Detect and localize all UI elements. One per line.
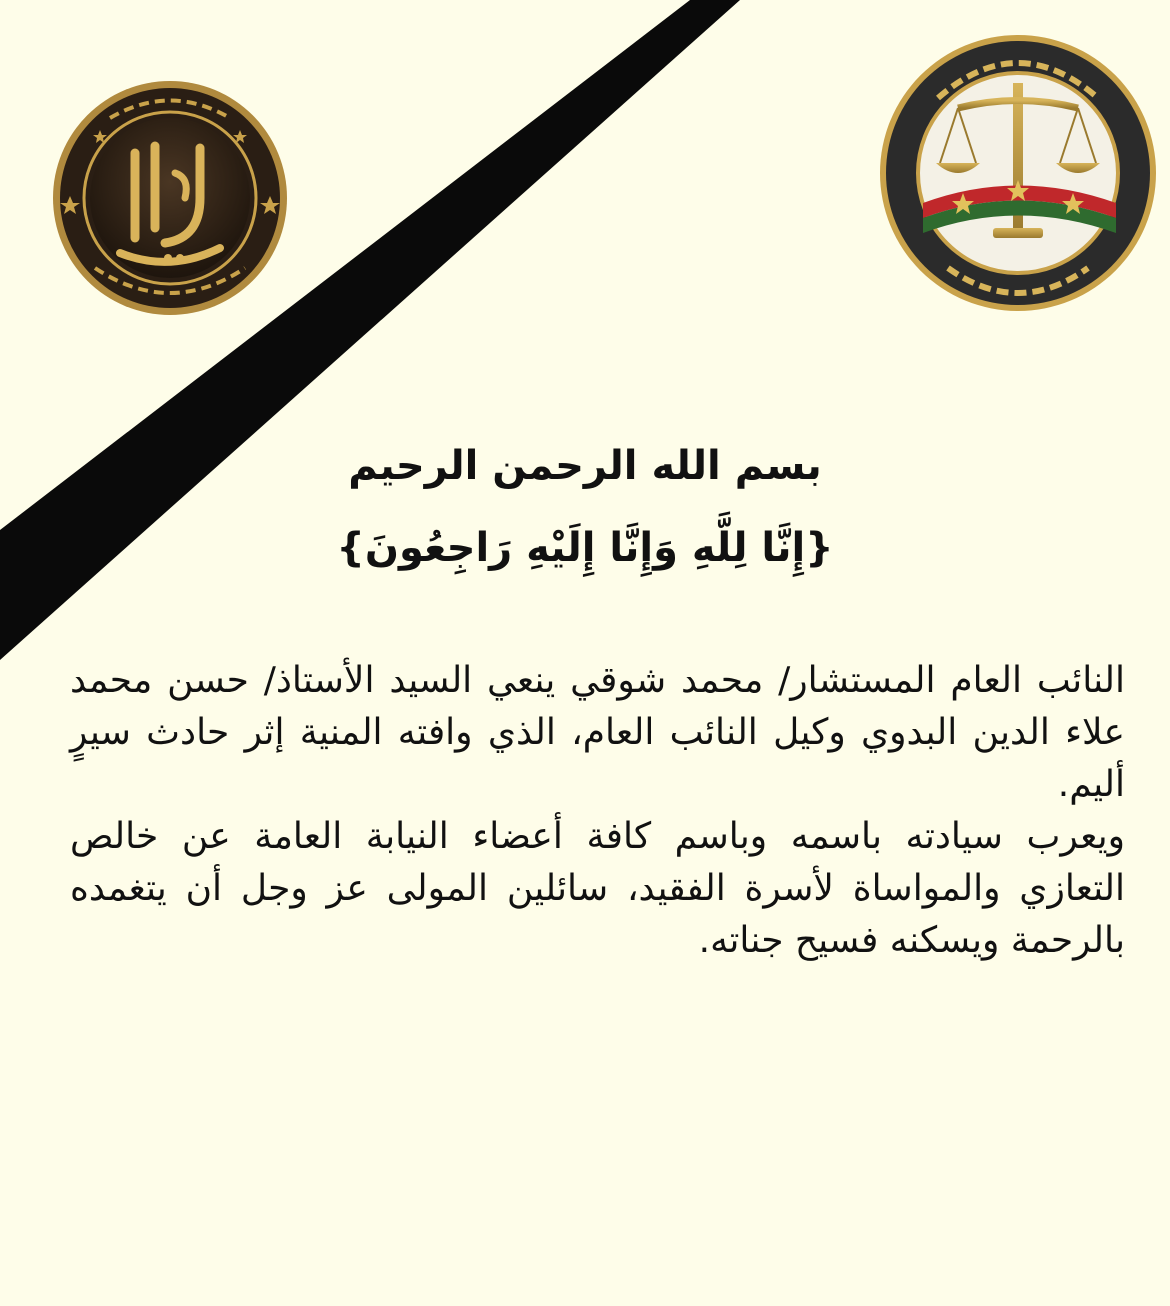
quran-verse: {إِنَّا لِلَّهِ وَإِنَّا إِلَيْهِ رَاجِعُونَ} xyxy=(336,525,834,571)
media-department-seal-icon xyxy=(50,78,290,318)
basmala-heading: بسم الله الرحمن الرحيم xyxy=(348,443,822,489)
condolence-paragraph-announcement: النائب العام المستشار/ محمد شوقي ينعي السيد الأستاذ/ حسن محمد علاء الدين البدوي وكيل النائب العام، الذي وافته المنية إثر حادث سيرٍ أليم. xyxy=(70,660,1125,805)
condolence-paragraph-sympathy: ويعرب سيادته باسمه وباسم كافة أعضاء النيابة العامة عن خالص التعازي والمواساة لأسرة الفقيد، سائلين المولى عز وجل أن يتغمده بالرحمة ويسكنه فسيح جناته. xyxy=(70,816,1125,961)
public-prosecution-seal-icon xyxy=(878,28,1158,318)
condolence-message xyxy=(70,655,1125,967)
